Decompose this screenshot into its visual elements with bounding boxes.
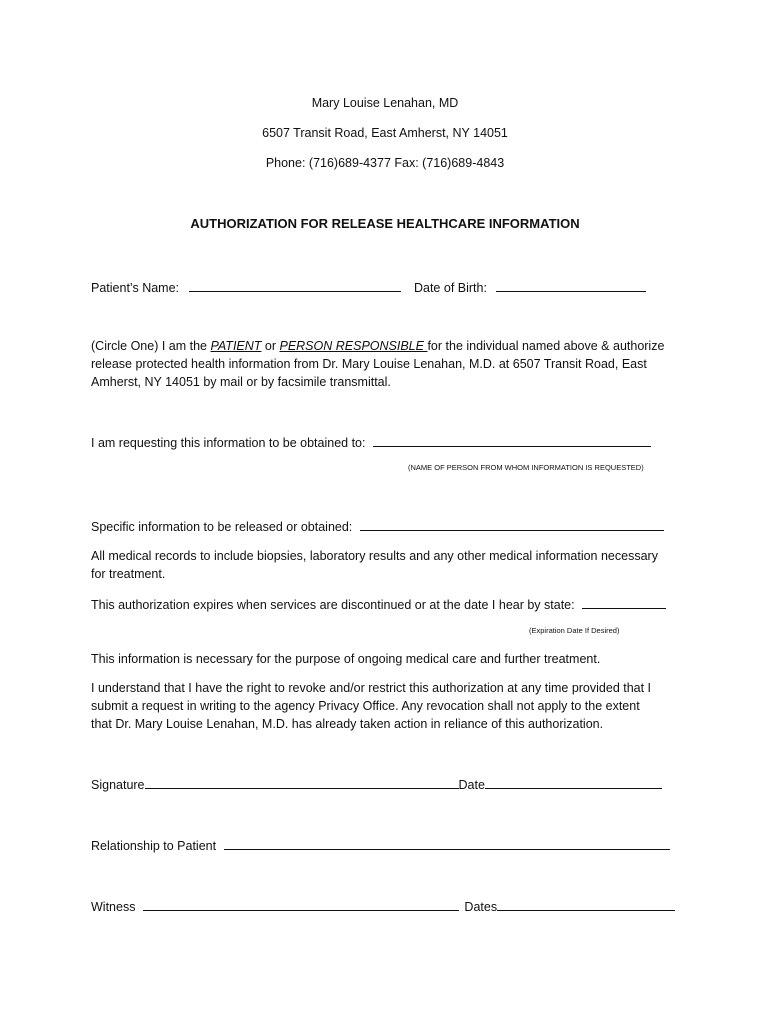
signature-field[interactable] — [145, 776, 459, 789]
revoke-line-1: I understand that I have the right to revoke and/or restrict this authorization at any time provided that I — [91, 681, 652, 695]
doctor-name: Mary Louise Lenahan, MD — [311, 96, 459, 110]
expiration-field[interactable] — [582, 596, 666, 609]
circle-one-line-3: Amherst, NY 14051 by mail or by facsimile transmittal. — [91, 375, 391, 389]
specific-row — [91, 518, 664, 535]
witness-dates-field[interactable] — [497, 898, 675, 911]
patient-name-field[interactable] — [189, 279, 401, 292]
expiration-label: This authorization expires when services are discontinued or at the date I hear by state: — [91, 598, 575, 612]
witness-field[interactable] — [143, 898, 459, 911]
patient-info-row — [91, 279, 646, 296]
all-records-line-2: for treatment. — [91, 567, 166, 581]
all-records-line-1: All medical records to include biopsies, laboratory results and any other medical information necessary — [91, 549, 658, 563]
patient-name-label: Patient’s Name: — [91, 281, 180, 295]
specific-label: Specific information to be released or obtained: — [91, 520, 353, 534]
witness-dates-label: Dates — [464, 900, 498, 914]
circle-one-or: or — [261, 339, 280, 353]
option-person-responsible[interactable]: PERSON RESPONSIBLE — [279, 339, 428, 353]
circle-one-prefix: (Circle One) I am the — [91, 339, 211, 353]
revoke-line-2: submit a request in writing to the agency Privacy Office. Any revocation shall not apply to the extent — [91, 699, 640, 713]
doctor-address: 6507 Transit Road, East Amherst, NY 14051 — [262, 126, 508, 140]
signature-label: Signature — [91, 778, 145, 792]
requesting-sublabel: (NAME OF PERSON FROM WHOM INFORMATION IS REQUESTED) — [408, 463, 644, 472]
dob-label: Date of Birth: — [413, 281, 487, 295]
requesting-label: I am requesting this information to be obtained to: — [91, 436, 366, 450]
requesting-row — [91, 434, 651, 451]
relationship-field[interactable] — [224, 837, 670, 850]
signature-row — [91, 776, 662, 793]
witness-row — [91, 898, 675, 915]
purpose-text: This information is necessary for the purpose of ongoing medical care and further treatment. — [91, 652, 601, 666]
revoke-line-3: that Dr. Mary Louise Lenahan, M.D. has already taken action in reliance of this authorization. — [91, 717, 604, 731]
requesting-field[interactable] — [373, 434, 651, 447]
signature-date-label: Date — [458, 778, 485, 792]
witness-label: Witness — [91, 900, 136, 914]
option-patient[interactable]: PATIENT — [210, 339, 262, 353]
doctor-phone-fax: Phone: (716)689-4377 Fax: (716)689-4843 — [265, 156, 505, 170]
expiration-row — [91, 596, 666, 613]
expiration-sublabel: (Expiration Date If Desired) — [529, 626, 620, 635]
circle-one-rest: for the individual named above & authorize — [427, 339, 665, 353]
circle-one-line-2: release protected health information from Dr. Mary Louise Lenahan, M.D. at 6507 Transit Road, East — [91, 357, 647, 371]
relationship-label: Relationship to Patient — [91, 839, 217, 853]
page-title: AUTHORIZATION FOR RELEASE HEALTHCARE INFORMATION — [190, 216, 580, 231]
relationship-row — [91, 837, 670, 854]
dob-field[interactable] — [496, 279, 646, 292]
circle-one-line-1 — [91, 338, 664, 354]
specific-field[interactable] — [360, 518, 664, 531]
signature-date-field[interactable] — [485, 776, 662, 789]
